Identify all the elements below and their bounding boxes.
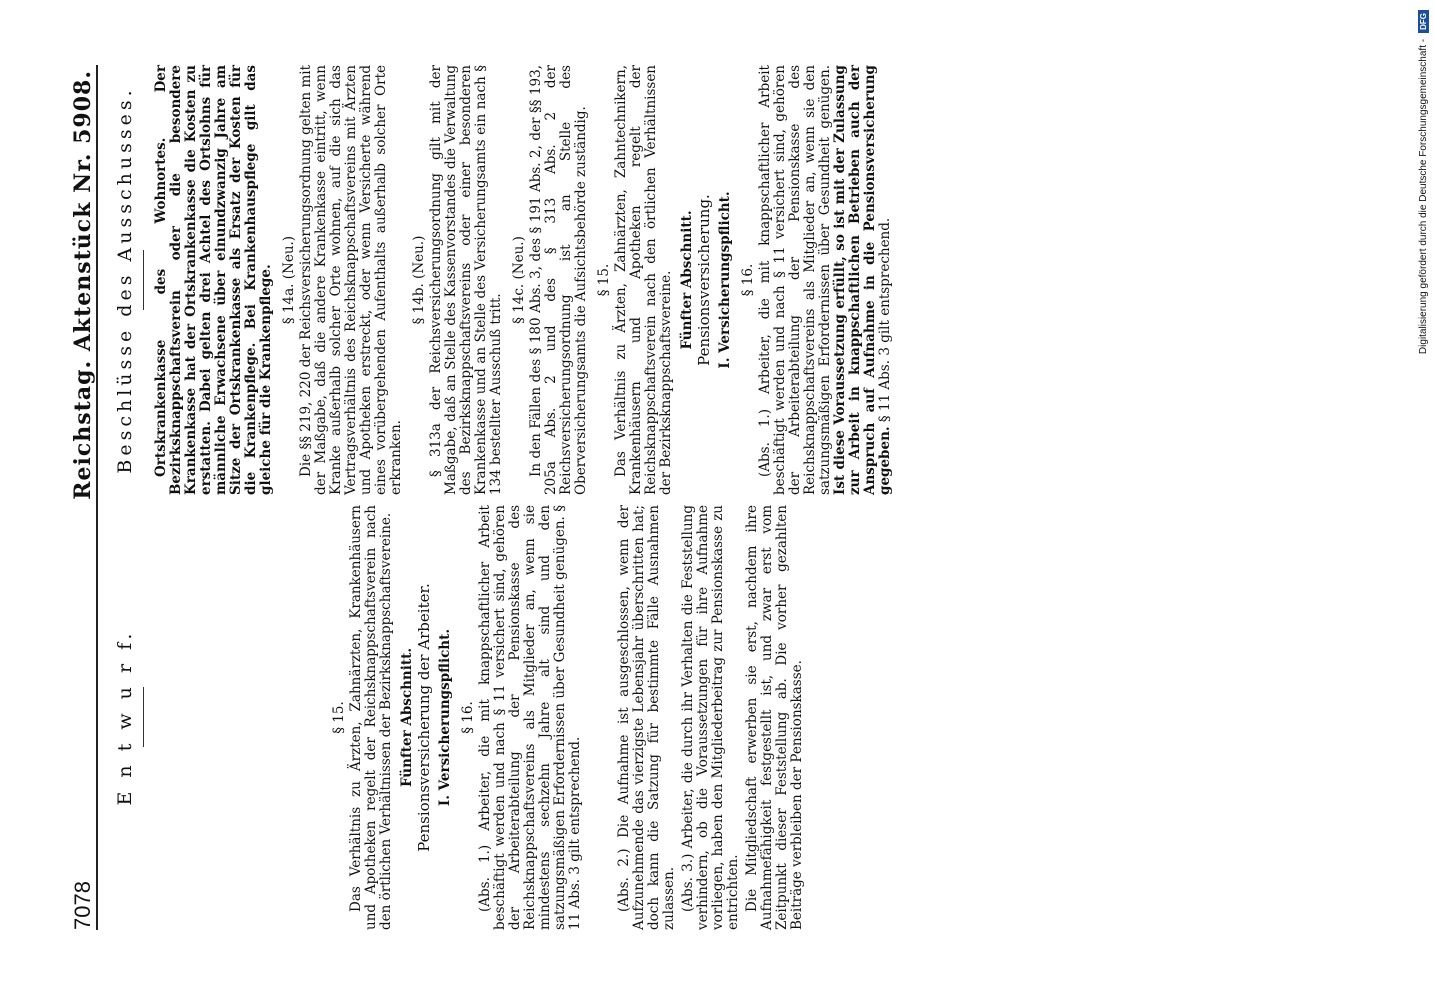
left-s15-text: Das Verhältnis zu Ärzten, Zahnärzten, Krankenhäusern und Apotheken regelt der Reichsknappschaftsverein nach den örtlichen Verhältnissen der Bezirksknappschaftsvereine. [348, 505, 394, 930]
dfg-logo: DFG [1418, 10, 1429, 33]
right-column-heading: Beschlüsse des Ausschusses. [114, 86, 136, 474]
running-title: Reichstag. Aktenstück Nr. 5908. [70, 70, 96, 500]
right-s15-number: § 15. [596, 263, 612, 297]
left-part-title: Fünfter Abschnitt. [399, 647, 415, 788]
right-s14c-text: In den Fällen des § 180 Abs. 3, des § 191 Abs. 2, der §§ 193, 205a Abs. 2 und des § 313 Abs. 2 der Reichsversicherungsordnung ist an Stelle des Oberversicherungsamts die Aufsichtsbehörde zuständig. [528, 65, 589, 495]
right-column [110, 65, 897, 495]
right-s14a-number: § 14a. (Neu.) [281, 235, 297, 325]
digitization-credit [1418, 0, 1429, 1000]
left-s16-abs2: (Abs. 2.) Die Aufnahme ist ausgeschlossen, wenn der Aufzunehmende das vierzigste Lebensjahr überschritten hat; doch kann die Satzung für bestimmte Fälle Ausnahmen zulassen. [616, 505, 677, 930]
right-part-title: Fünfter Abschnitt. [679, 210, 695, 350]
right-s14a-text: Die §§ 219, 220 der Reichsversicherungsordnung gelten mit der Maßgabe, daß die andere Krankenkasse eintritt, wenn Kranke außerhalb solcher Orte wohnen, auf die sich das Vertragsverhältnis des Reichsknappschaftsvereins mit Ärzten und Apotheken erstreckt, oder wenn Versicherte während eines vorübergehenden Aufenthalts außerhalb solcher Orte erkranken. [298, 65, 404, 495]
credit-text: Digitalisierung gefördert durch die Deutsche Forschungsgemeinschaft - [1418, 38, 1429, 355]
left-s16-abs3a: (Abs. 3.) Arbeiter, die durch ihr Verhalten die Feststellung verhindern, ob die Voraussetzungen für ihre Aufnahme vorliegen, haben den Mitgliederbeitrag zur Pensionskasse zu entrichten. [680, 505, 741, 930]
left-s16-abs1: (Abs. 1.) Arbeiter, die mit knappschaftlicher Arbeit beschäftigt werden und nach § 11 versichert sind, gehören der Arbeiterabteilung der Pensionskasse des Reichsknappschaftsvereins als Mitglieder an, wenn sie mindestens sechzehn Jahre alt sind und den satzungsmäßigen Erfordernissen über Gesundheit genügen. § 11 Abs. 3 gilt entsprechend. [477, 505, 583, 930]
left-heading-rule [143, 688, 144, 748]
header-rule [96, 65, 98, 930]
right-s14c-number: § 14c. (Neu.) [511, 236, 527, 324]
right-s16-abs1 [758, 65, 893, 495]
left-column [110, 505, 809, 930]
right-s14b-text: § 313a der Reichsversicherungsordnung gilt mit der Maßgabe, daß an Stelle des Kassenvorstandes die Verwaltung des Bezirksknappschaftsvereins oder einer besonderen Krankenkasse und an Stelle des Versicherungsamts ein nach § 134 bestellter Ausschuß tritt. [428, 65, 504, 495]
right-intro-bold: Ortskrankenkasse des Wohnortes. Der Bezirksknappschaftsverein oder die besondere Krankenkasse hat der Ortskrankenkasse die Kosten zu erstatten. Dabei gelten drei Achtel des Ortslohns für männliche Erwachsene über einundzwanzig Jahre am Sitze der Ortskrankenkasse als Ersatz der Kosten für die Krankenpflege. Bei Krankenhauspflege gilt das gleiche für die Krankenpflege. [153, 65, 274, 495]
right-s16-abs1-bold: Ist diese Voraussetzung erfüllt, so ist mit der Zulassung zur Arbeit in knappschaftlichen Betrieben auch der Anspruch auf Aufnahme in die Pensionsversicherung gegeben. [832, 65, 893, 495]
page-number: 7078 [70, 881, 95, 930]
right-heading-rule [143, 250, 144, 310]
right-sub-title: I. Versicherungspflicht. [717, 191, 733, 369]
right-s16-abs1-tail: § 11 Abs. 3 gilt entsprechend. [877, 217, 893, 423]
right-s16-abs1-plain: (Abs. 1.) Arbeiter, die mit knappschaftlicher Arbeit beschäftigt werden und nach § 11 versichert sind, gehören der Arbeiterabteilung der Pensionskasse des Reichsknappschaftsvereins als Mitglieder an, wenn sie den satzungsmäßigen Erfordernissen über Gesundheit genügen. [757, 65, 833, 495]
left-sub-title: I. Versicherungspflicht. [437, 628, 453, 807]
right-s16-number: § 16. [740, 263, 756, 297]
left-part-subtitle: Pensionsversicherung der Arbeiter. [415, 583, 433, 852]
left-column-spacer [154, 505, 324, 930]
left-s16-number: § 16. [460, 701, 476, 734]
right-part-subtitle: Pensionsversicherung. [695, 194, 713, 366]
right-s15-text: Das Verhältnis zu Ärzten, Zahnärzten, Zahntechnikern, Krankenhäusern und Apotheken regelt der Reichsknappschaftsverein nach den örtlichen Verhältnissen der Bezirksknappschaftsvereine. [613, 65, 674, 495]
left-s15-number: § 15. [331, 701, 347, 734]
left-column-heading: E n t w u r f. [114, 629, 136, 806]
left-paragraph-gap [587, 505, 617, 930]
right-s14b-number: § 14b. (Neu.) [411, 235, 427, 325]
left-s16-abs3b: Die Mitgliedschaft erwerben sie erst, nachdem ihre Aufnahmefähigkeit festgestellt ist, und zwar erst vom Zeitpunkt dieser Feststellung ab. Die vorher gezahlten Beiträge verbleiben der Pensionskasse. [744, 505, 805, 930]
